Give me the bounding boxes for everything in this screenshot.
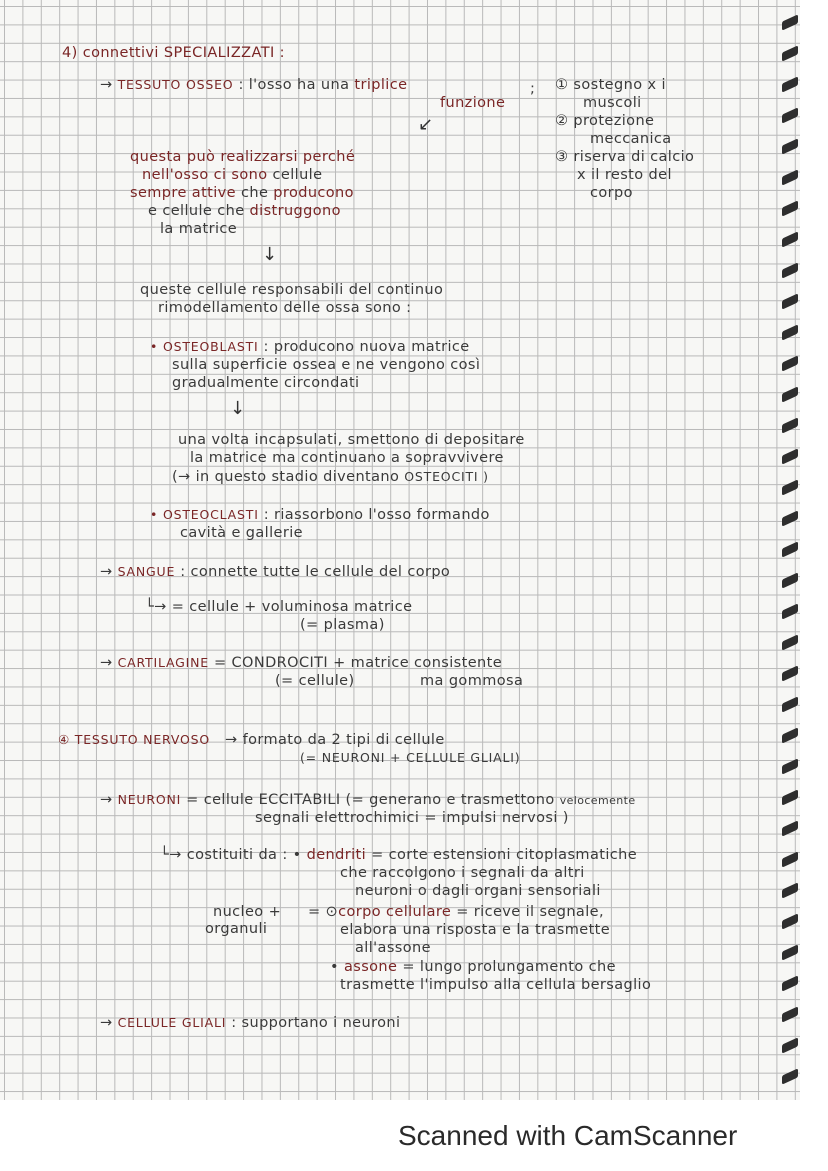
spiral-binding-ring bbox=[782, 386, 798, 402]
text: sempre attive bbox=[130, 185, 236, 201]
text: = CONDROCITI + matrice consistente bbox=[213, 655, 503, 671]
osseo-triplice: triplice bbox=[354, 77, 408, 93]
nervoso-label: ④ TESSUTO NERVOSO bbox=[58, 732, 210, 747]
osseo-para-3 bbox=[130, 184, 354, 202]
nervoso-line bbox=[58, 731, 445, 749]
spiral-binding-ring bbox=[782, 417, 798, 433]
osseo-para-2 bbox=[142, 166, 322, 184]
spiral-binding-ring bbox=[782, 76, 798, 92]
assone-line bbox=[330, 958, 616, 976]
corpo-2: elabora una risposta e la trasmette bbox=[340, 922, 611, 938]
text: cellule bbox=[272, 167, 323, 183]
glia-label: CELLULE GLIALI bbox=[117, 1015, 227, 1030]
spiral-binding-ring bbox=[782, 913, 798, 929]
spiral-binding-ring bbox=[782, 789, 798, 805]
osseo-para-1: questa può realizzarsi perché bbox=[130, 149, 356, 165]
corpo-line bbox=[308, 903, 604, 921]
spiral-binding-ring bbox=[782, 324, 798, 340]
spiral-binding-ring bbox=[782, 262, 798, 278]
spiral-binding-ring bbox=[782, 727, 798, 743]
cartilagine-cellule: (= cellule) bbox=[275, 673, 355, 689]
neuroni-line: → NEURONI = cellule ECCITABILI (= generano e trasmettono velocemente bbox=[100, 792, 636, 808]
text: : connette tutte le cellule del corpo bbox=[180, 564, 451, 580]
spiral-binding-ring bbox=[782, 944, 798, 960]
text: = cellule + voluminosa matrice bbox=[171, 599, 413, 615]
osteoblasti-label: • OSTEOBLASTI bbox=[150, 339, 259, 354]
spiral-binding-ring bbox=[782, 479, 798, 495]
spiral-binding-ring bbox=[782, 851, 798, 867]
semicolon: ; bbox=[530, 81, 536, 97]
spiral-binding-ring bbox=[782, 603, 798, 619]
text: = cellule ECCITABILI (= generano e trasmettono bbox=[186, 792, 555, 808]
text: dendriti bbox=[306, 847, 367, 863]
cartilagine-gommosa: ma gommosa bbox=[420, 673, 524, 689]
spiral-binding-ring bbox=[782, 541, 798, 557]
osseo-line: → TESSUTO OSSEO : l'osso ha una triplice bbox=[100, 77, 408, 93]
organuli: organuli bbox=[205, 921, 268, 937]
corpo-3: all'assone bbox=[355, 940, 431, 956]
nervoso-types: (= NEURONI + CELLULE GLIALI) bbox=[300, 750, 521, 765]
text: distruggono bbox=[249, 203, 341, 219]
text: : riassorbono l'osso formando bbox=[263, 507, 490, 523]
text: corpo cellulare bbox=[338, 904, 452, 920]
osseo-label: TESSUTO OSSEO bbox=[117, 77, 234, 92]
spiral-binding-ring bbox=[782, 45, 798, 61]
osteoblasti-2: sulla superficie ossea e ne vengono così bbox=[172, 357, 481, 373]
neuroni-line-2: segnali elettrochimici = impulsi nervosi ) bbox=[255, 810, 569, 826]
sangue-label: SANGUE bbox=[117, 564, 176, 579]
spiral-binding-ring bbox=[782, 820, 798, 836]
function-1-cont: muscoli bbox=[583, 95, 642, 111]
spiral-binding-ring bbox=[782, 882, 798, 898]
nucleo: nucleo + bbox=[213, 904, 282, 920]
text: = lungo prolungamento che bbox=[402, 959, 616, 975]
spiral-binding-ring bbox=[782, 758, 798, 774]
section-heading: 4) connettivi SPECIALIZZATI : bbox=[62, 45, 285, 61]
spiral-binding-ring bbox=[782, 138, 798, 154]
text: e cellule che bbox=[148, 203, 245, 219]
osseo-para-4 bbox=[148, 202, 341, 220]
glia-line: → CELLULE GLIALI : supportano i neuroni bbox=[100, 1015, 401, 1031]
osteociti-2: la matrice ma continuano a sopravvivere bbox=[190, 450, 504, 466]
text: : producono nuova matrice bbox=[263, 339, 470, 355]
spiral-binding-ring bbox=[782, 634, 798, 650]
text: = riceve il segnale, bbox=[456, 904, 604, 920]
spiral-binding-ring bbox=[782, 975, 798, 991]
text: • bbox=[330, 959, 339, 975]
osteoclasti-label: • OSTEOCLASTI bbox=[150, 507, 259, 522]
cells-para-1: queste cellule responsabili del continuo bbox=[140, 282, 444, 298]
text: assone bbox=[343, 959, 398, 975]
cartilagine-label: CARTILAGINE bbox=[117, 655, 209, 670]
osseo-text: : l'osso ha una bbox=[238, 77, 350, 93]
text: = corte estensioni citoplasmatiche bbox=[371, 847, 638, 863]
function-3-cont: x il resto del bbox=[577, 167, 672, 183]
sangue-plasma: (= plasma) bbox=[300, 617, 385, 633]
dendriti-3: neuroni o dagli organi sensoriali bbox=[355, 883, 601, 899]
osseo-para-5: la matrice bbox=[160, 221, 238, 237]
osteociti-3 bbox=[172, 468, 489, 486]
spiral-binding-ring bbox=[782, 169, 798, 185]
scanner-watermark: Scanned with CamScanner bbox=[398, 1120, 738, 1151]
spiral-binding-ring bbox=[782, 696, 798, 712]
text: nell'osso ci sono bbox=[142, 167, 268, 183]
spiral-binding-ring bbox=[782, 510, 798, 526]
spiral-binding-ring bbox=[782, 355, 798, 371]
osteoclasti-2: cavità e gallerie bbox=[180, 525, 303, 541]
function-1: ① sostegno x i bbox=[555, 77, 666, 93]
cartilagine-line: → CARTILAGINE = CONDROCITI + matrice consistente bbox=[100, 655, 503, 671]
arrow-down-left-icon: ↙ bbox=[418, 114, 434, 135]
function-3-cont2: corpo bbox=[590, 185, 633, 201]
spiral-binding-ring bbox=[782, 572, 798, 588]
text: = ⊙ bbox=[308, 904, 339, 920]
dendriti-2: che raccolgono i segnali da altri bbox=[340, 865, 585, 881]
osteoblasti-3: gradualmente circondati bbox=[172, 375, 360, 391]
text: costituiti da : • bbox=[186, 847, 302, 863]
cells-para-2: rimodellamento delle ossa sono : bbox=[158, 300, 412, 316]
sangue-line-2: └→ = cellule + voluminosa matrice bbox=[145, 599, 413, 615]
dendriti-line: └→ costituiti da : • dendriti = corte estensioni citoplasmatiche bbox=[160, 847, 638, 863]
text: velocemente bbox=[559, 794, 636, 807]
text: → formato da 2 tipi di cellule bbox=[225, 732, 445, 748]
sangue-line: → SANGUE : connette tutte le cellule del corpo bbox=[100, 564, 451, 580]
osteoclasti-line bbox=[150, 506, 490, 524]
spiral-binding-ring bbox=[782, 1068, 798, 1084]
osseo-funzione: funzione bbox=[440, 95, 506, 111]
text: : supportano i neuroni bbox=[231, 1015, 401, 1031]
assone-2: trasmette l'impulso alla cellula bersaglio bbox=[340, 977, 652, 993]
function-3: ③ riserva di calcio bbox=[555, 149, 695, 165]
osteoblasti-line bbox=[150, 338, 470, 356]
spiral-binding-ring bbox=[782, 107, 798, 123]
spiral-binding-ring bbox=[782, 1037, 798, 1053]
spiral-binding-ring bbox=[782, 448, 798, 464]
text: che bbox=[240, 185, 269, 201]
text: producono bbox=[273, 185, 354, 201]
arrow-down-icon: ↓ bbox=[230, 398, 246, 419]
spiral-binding-ring bbox=[782, 14, 798, 30]
arrow-down-icon: ↓ bbox=[262, 244, 278, 265]
spiral-binding-ring bbox=[782, 200, 798, 216]
osteociti-1: una volta incapsulati, smettono di depositare bbox=[178, 432, 525, 448]
function-2: ② protezione bbox=[555, 113, 655, 129]
spiral-binding-ring bbox=[782, 293, 798, 309]
function-2-cont: meccanica bbox=[590, 131, 672, 147]
text: (→ in questo stadio diventano bbox=[172, 469, 400, 485]
neuroni-label: NEURONI bbox=[117, 792, 182, 807]
spiral-binding-ring bbox=[782, 1006, 798, 1022]
spiral-binding-ring bbox=[782, 231, 798, 247]
text: OSTEOCITI ) bbox=[404, 469, 489, 484]
spiral-binding-ring bbox=[782, 665, 798, 681]
